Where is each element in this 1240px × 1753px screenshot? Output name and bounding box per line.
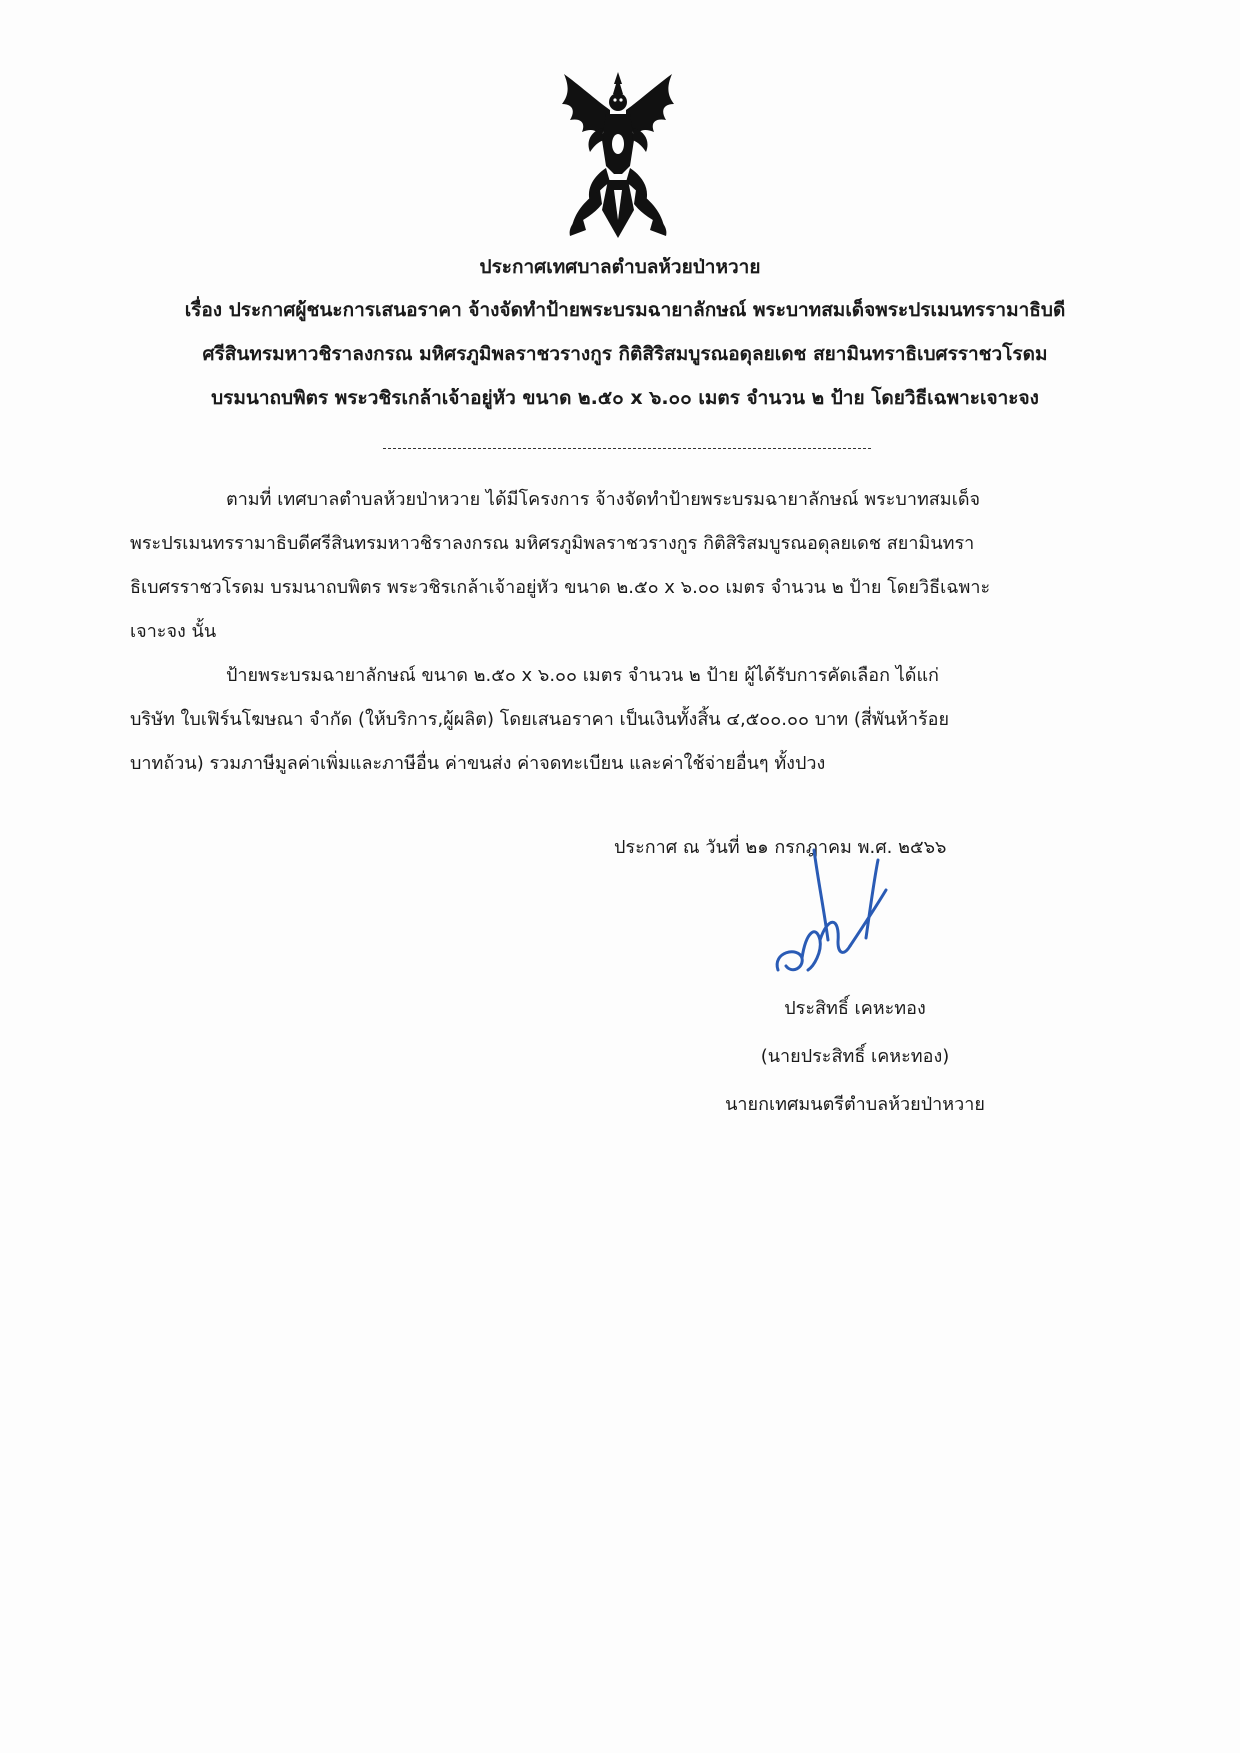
paragraph-line: บาทถ้วน) รวมภาษีมูลค่าเพิ่มและภาษีอื่น ค่าขนส่ง ค่าจดทะเบียน และค่าใช้จ่ายอื่นๆ ทั้งปวง xyxy=(130,753,826,774)
document-title: ประกาศเทศบาลตำบลห้วยป่าหวาย xyxy=(479,256,761,278)
signer-full-name: (นายประสิทธิ์ เคหะทอง) xyxy=(760,1046,950,1067)
paragraph-line: ธิเบศรราชวโรดม บรมนาถบพิตร พระวชิรเกล้าเจ้าอยู่หัว ขนาด ๒.๕๐ x ๖.๐๐ เมตร จำนวน ๒ ป้าย โดยวิธีเฉพาะ xyxy=(130,577,991,598)
body-paragraph-1 xyxy=(130,478,1100,654)
paragraph-line: ป้ายพระบรมฉายาลักษณ์ ขนาด ๒.๕๐ x ๖.๐๐ เมตร จำนวน ๒ ป้าย ผู้ได้รับการคัดเลือก ได้แก่ xyxy=(226,665,939,686)
paragraph-line: พระปรเมนทรรามาธิบดีศรีสินทรมหาวชิราลงกรณ มหิศรภูมิพลราชวรางกูร กิติสิริสมบูรณอดุลยเดช สยามินทรา xyxy=(130,533,975,554)
signer-name: ประสิทธิ์ เคหะทอง xyxy=(784,998,926,1019)
subject-line: เรื่อง ประกาศผู้ชนะการเสนอราคา จ้างจัดทำป้ายพระบรมฉายาลักษณ์ พระบาทสมเด็จพระปรเมนทรรามาธิบดี xyxy=(184,299,1066,321)
garuda-emblem-icon xyxy=(556,70,680,240)
announcement-date: ประกาศ ณ วันที่ ๒๑ กรกฎาคม พ.ศ. ๒๕๖๖ xyxy=(614,837,947,858)
paragraph-line: ตามที่ เทศบาลตำบลห้วยป่าหวาย ได้มีโครงการ จ้างจัดทำป้ายพระบรมฉายาลักษณ์ พระบาทสมเด็จ xyxy=(226,489,981,510)
document-subject xyxy=(130,288,1120,420)
handwritten-signature-icon xyxy=(758,820,938,990)
paragraph-line: บริษัท ใบเฟิร์นโฆษณา จำกัด (ให้บริการ,ผู้ผลิต) โดยเสนอราคา เป็นเงินทั้งสิ้น ๔,๕๐๐.๐๐ บาท (สี่พันห้าร้อย xyxy=(130,709,949,730)
subject-line: บรมนาถบพิตร พระวชิรเกล้าเจ้าอยู่หัว ขนาด ๒.๕๐ x ๖.๐๐ เมตร จำนวน ๒ ป้าย โดยวิธีเฉพาะเจาะจง xyxy=(211,387,1039,409)
subject-line: ศรีสินทรมหาวชิราลงกรณ มหิศรภูมิพลราชวรางกูร กิติสิริสมบูรณอดุลยเดช สยามินทราธิเบศรราชวโรดม xyxy=(202,343,1048,365)
paragraph-line: เจาะจง นั้น xyxy=(130,621,217,642)
signer-position: นายกเทศมนตรีตำบลห้วยป่าหวาย xyxy=(725,1094,985,1115)
signature-block xyxy=(690,985,1020,1129)
separator-rule xyxy=(383,448,871,449)
body-paragraph-2 xyxy=(130,654,1100,786)
